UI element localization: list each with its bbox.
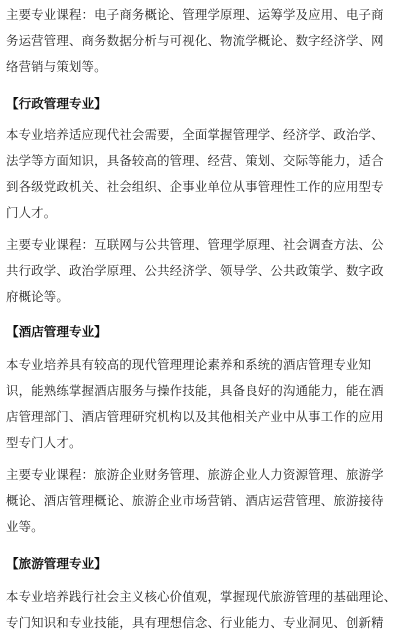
section-heading-hotel: 【酒店管理专业】 bbox=[6, 324, 107, 339]
tourism-intro-paragraph bbox=[6, 584, 402, 636]
paragraph-line: 主要专业课程：电子商务概论、管理学原理、运筹学及应用、电子商 bbox=[6, 7, 384, 22]
paragraph-line: 府概论等。 bbox=[6, 289, 69, 304]
paragraph-line: 本专业培养践行社会主义核心价值观，掌握现代旅游管理的基础理论、 bbox=[6, 589, 397, 604]
paragraph-line: 务运营管理、商务数据分析与可视化、物流学概论、数字经济学、网 bbox=[6, 33, 384, 48]
section-heading-admin: 【行政管理专业】 bbox=[6, 96, 107, 111]
paragraph-line: 业等。 bbox=[6, 519, 44, 534]
hotel-courses-paragraph bbox=[6, 462, 402, 540]
admin-courses-paragraph bbox=[6, 232, 402, 310]
paragraph-line: 概论、酒店管理概论、旅游企业市场营销、酒店运营管理、旅游接待 bbox=[6, 493, 384, 508]
paragraph-line: 到各级党政机关、社会组织、企事业单位从事管理性工作的应用型专 bbox=[6, 179, 384, 194]
paragraph-line: 主要专业课程：旅游企业财务管理、旅游企业人力资源管理、旅游学 bbox=[6, 467, 384, 482]
paragraph-line: 共行政学、政治学原理、公共经济学、领导学、公共政策学、数字政 bbox=[6, 263, 384, 278]
paragraph-line: 本专业培养适应现代社会需要，全面掌握管理学、经济学、政治学、 bbox=[6, 127, 384, 142]
paragraph-line: 店管理部门、酒店管理研究机构以及其他相关产业中从事工作的应用 bbox=[6, 409, 384, 424]
admin-intro-paragraph bbox=[6, 122, 402, 226]
paragraph-line: 主要专业课程：互联网与公共管理、管理学原理、社会调查方法、公 bbox=[6, 237, 384, 252]
ecommerce-courses-paragraph bbox=[6, 2, 402, 80]
paragraph-line: 本专业培养具有较高的现代管理理论素养和系统的酒店管理专业知 bbox=[6, 357, 372, 372]
section-heading-tourism: 【旅游管理专业】 bbox=[6, 556, 107, 571]
paragraph-line: 识，能熟练掌握酒店服务与操作技能，具备良好的沟通能力，能在酒 bbox=[6, 383, 384, 398]
paragraph-line: 型专门人才。 bbox=[6, 435, 82, 450]
paragraph-line: 门人才。 bbox=[6, 205, 57, 220]
hotel-intro-paragraph bbox=[6, 352, 402, 456]
paragraph-line: 专门知识和专业技能，具有理想信念、行业能力、专业洞见、创新精 bbox=[6, 615, 384, 630]
paragraph-line: 法学等方面知识，具备较高的管理、经营、策划、交际等能力，适合 bbox=[6, 153, 384, 168]
paragraph-line: 络营销与策划等。 bbox=[6, 59, 107, 74]
